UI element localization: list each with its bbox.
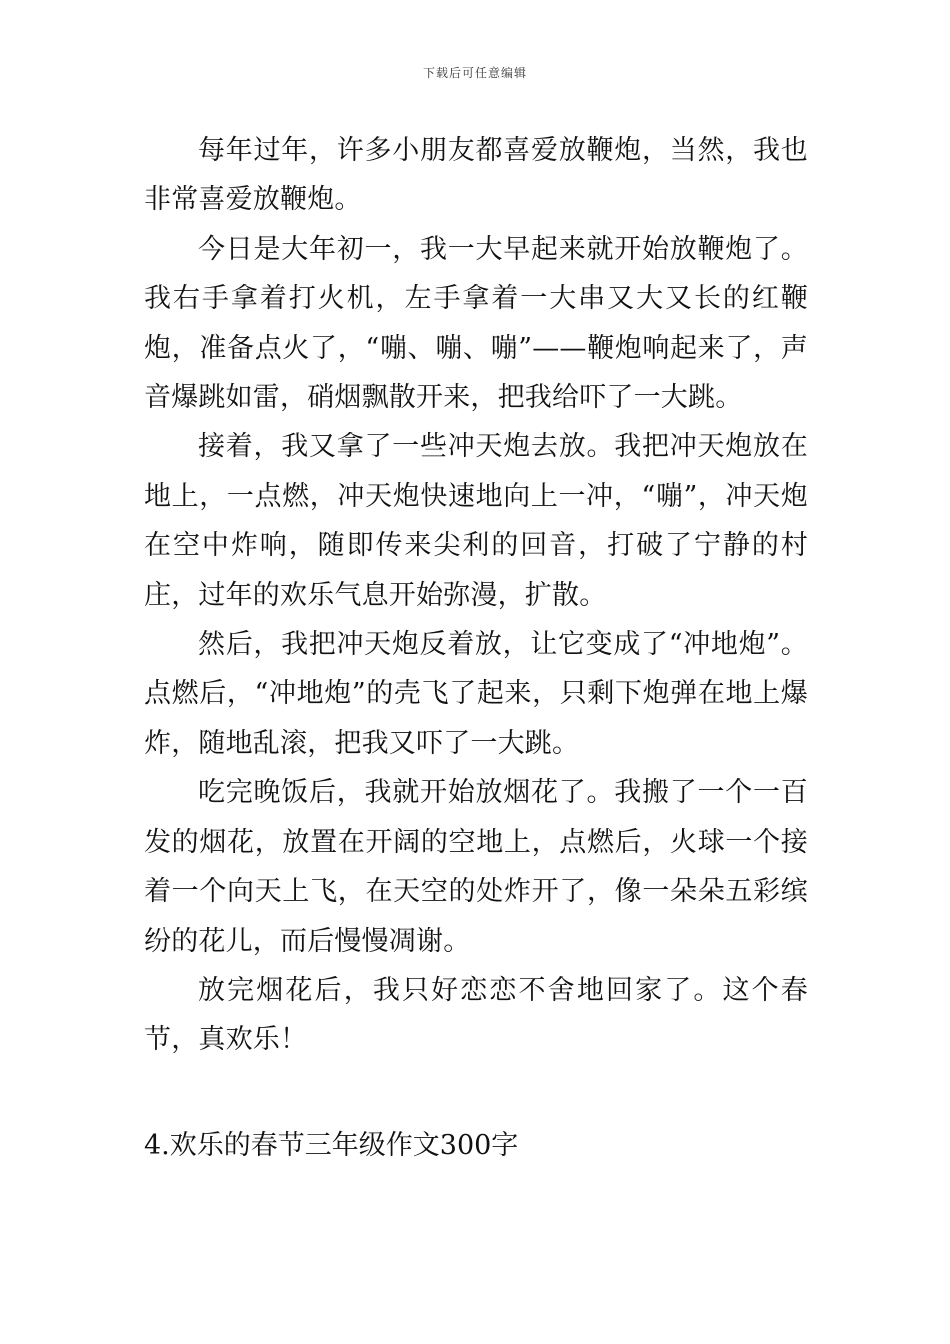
paragraph-3: 接着，我又拿了一些冲天炮去放。我把冲天炮放在地上，一点燃，冲天炮快速地向上一冲，“嘣”，冲天炮在空中炸响，随即传来尖利的回音，打破了宁静的村庄，过年的欢乐气息开始弥漫，扩散。 [144, 431, 808, 611]
section-heading: 4.欢乐的春节三年级作文300字 [144, 1130, 519, 1161]
paragraph-2: 今日是大年初一，我一大早起来就开始放鞭炮了。我右手拿着打火机，左手拿着一大串又大又长的红鞭炮，准备点火了，“嘣、嘣、嘣”——鞭炮响起来了，声音爆跳如雷，硝烟飘散开来，把我给吓了一大跳。 [144, 233, 808, 414]
paragraph-4: 然后，我把冲天炮反着放，让它变成了“冲地炮”。点燃后，“冲地炮”的壳飞了起来，只剩下炮弹在地上爆炸，随地乱滚，把我又吓了一大跳。 [144, 629, 808, 759]
paragraph-1: 每年过年，许多小朋友都喜爱放鞭炮，当然，我也非常喜爱放鞭炮。 [144, 135, 808, 216]
paragraph-5: 吃完晚饭后，我就开始放烟花了。我搬了一个一百发的烟花，放置在开阔的空地上，点燃后，火球一个接着一个向天上飞，在天空的处炸开了，像一朵朵五彩缤纷的花儿，而后慢慢凋谢。 [144, 777, 808, 957]
essay-body [144, 126, 808, 1065]
page-header-note: 下载后可任意编辑 [422, 66, 527, 80]
paragraph-6: 放完烟花后，我只好恋恋不舍地回家了。这个春节，真欢乐！ [144, 974, 808, 1056]
